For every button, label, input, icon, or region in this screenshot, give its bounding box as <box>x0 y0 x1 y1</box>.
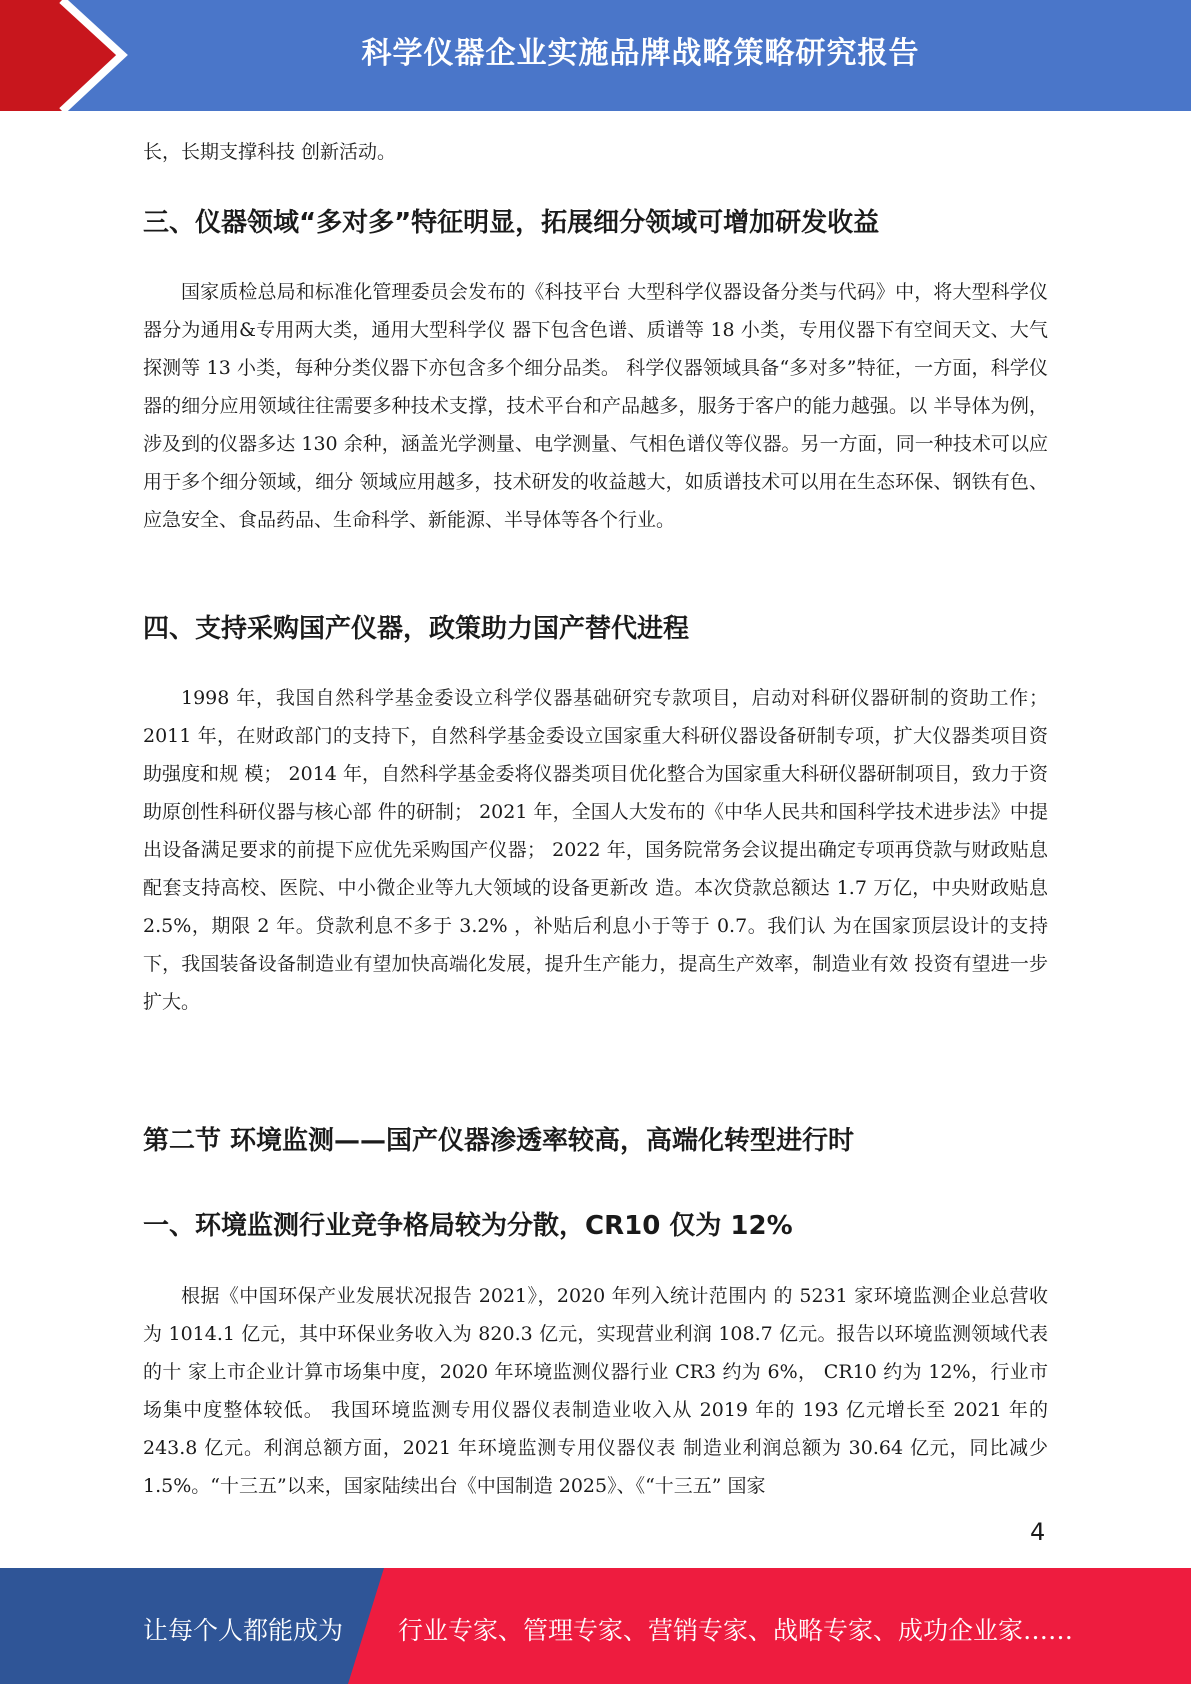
page-footer <box>0 1568 1191 1684</box>
footer-slogan-left: 让每个人都能成为 <box>143 1616 344 1645</box>
section-heading-1: 一、环境监测行业竞争格局较为分散，CR10 仅为 12% <box>143 1211 793 1241</box>
section-1-paragraph: 根据《中国环保产业发展状况报告 2021》，2020 年列入统计范围内 的 5231 家环境监测企业总营收为 1014.1 亿元，其中环保业务收入为 820.3 亿元，实现营业利润 108.7 亿元。报告以环境监测领域代表的十 家上市企业计算市场集中度，2020 年环境监测仪器行业 CR3 约为 6%， CR10 约为 12%，行业市场集中度整体较低。 我国环境监测专用仪器仪表制造业收入从 2019 年的 193 亿元增长至 2021 年的 243.8 亿元。利润总额方面，2021 年环境监测专用仪器仪表 制造业利润总额为 30.64 亿元，同比减少 1.5%。“十三五”以来，国家陆续出台《中国制造 2025》、《“十三五” 国家 <box>143 1285 1048 1497</box>
continuation-text: 长，长期支撑科技 创新活动。 <box>143 141 397 163</box>
section-heading-4: 四、支持采购国产仪器，政策助力国产替代进程 <box>143 614 690 644</box>
section-3-paragraph: 国家质检总局和标准化管理委员会发布的《科技平台 大型科学仪器设备分类与代码》中，将大型科学仪器分为通用&专用两大类，通用大型科学仪 器下包含色谱、质谱等 18 小类，专用仪器下有空间天文、大气探测等 13 小类，每种分类仪器下亦包含多个细分品类。 科学仪器领域具备“多对多”特征，一方面，科学仪器的细分应用领域往往需要多种技术支撑，技术平台和产品越多，服务于客户的能力越强。以 半导体为例，涉及到的仪器多达 130 余种，涵盖光学测量、电学测量、气相色谱仪等仪器。另一方面，同一种技术可以应用于多个细分领域，细分 领域应用越多，技术研发的收益越大，如质谱技术可以用在生态环保、钢铁有色、应急安全、食品药品、生命科学、新能源、半导体等各个行业。 <box>143 281 1048 531</box>
page-number: 4 <box>1030 1518 1046 1546</box>
page-header <box>0 0 1191 111</box>
section-4-paragraph: 1998 年，我国自然科学基金委设立科学仪器基础研究专款项目，启动对科研仪器研制的资助工作； 2011 年，在财政部门的支持下，自然科学基金委设立国家重大科研仪器设备研制专项，扩大仪器类项目资助强度和规 模； 2014 年，自然科学基金委将仪器类项目优化整合为国家重大科研仪器研制项目，致力于资助原创性科研仪器与核心部 件的研制； 2021 年，全国人大发布的《中华人民共和国科学技术进步法》中提出设备满足要求的前提下应优先采购国产仪器； 2022 年，国务院常务会议提出确定专项再贷款与财政贴息配套支持高校、医院、中小微企业等九大领域的设备更新改 造。本次贷款总额达 1.7 万亿，中央财政贴息 2.5%，期限 2 年。贷款利息不多于 3.2% ，补贴后利息小于等于 0.7。我们认 为在国家顶层设计的支持下，我国装备设备制造业有望加快高端化发展，提升生产能力，提高生产效率，制造业有效 投资有望进一步扩大。 <box>143 687 1048 1013</box>
footer-slogan-right: 行业专家、管理专家、营销专家、战略专家、成功企业家…… <box>398 1616 1074 1645</box>
section-heading-3: 三、仪器领域“多对多”特征明显，拓展细分领域可增加研发收益 <box>143 208 880 238</box>
chapter-heading: 第二节 环境监测——国产仪器渗透率较高，高端化转型进行时 <box>143 1126 855 1156</box>
report-title: 科学仪器企业实施品牌战略策略研究报告 <box>361 36 920 71</box>
